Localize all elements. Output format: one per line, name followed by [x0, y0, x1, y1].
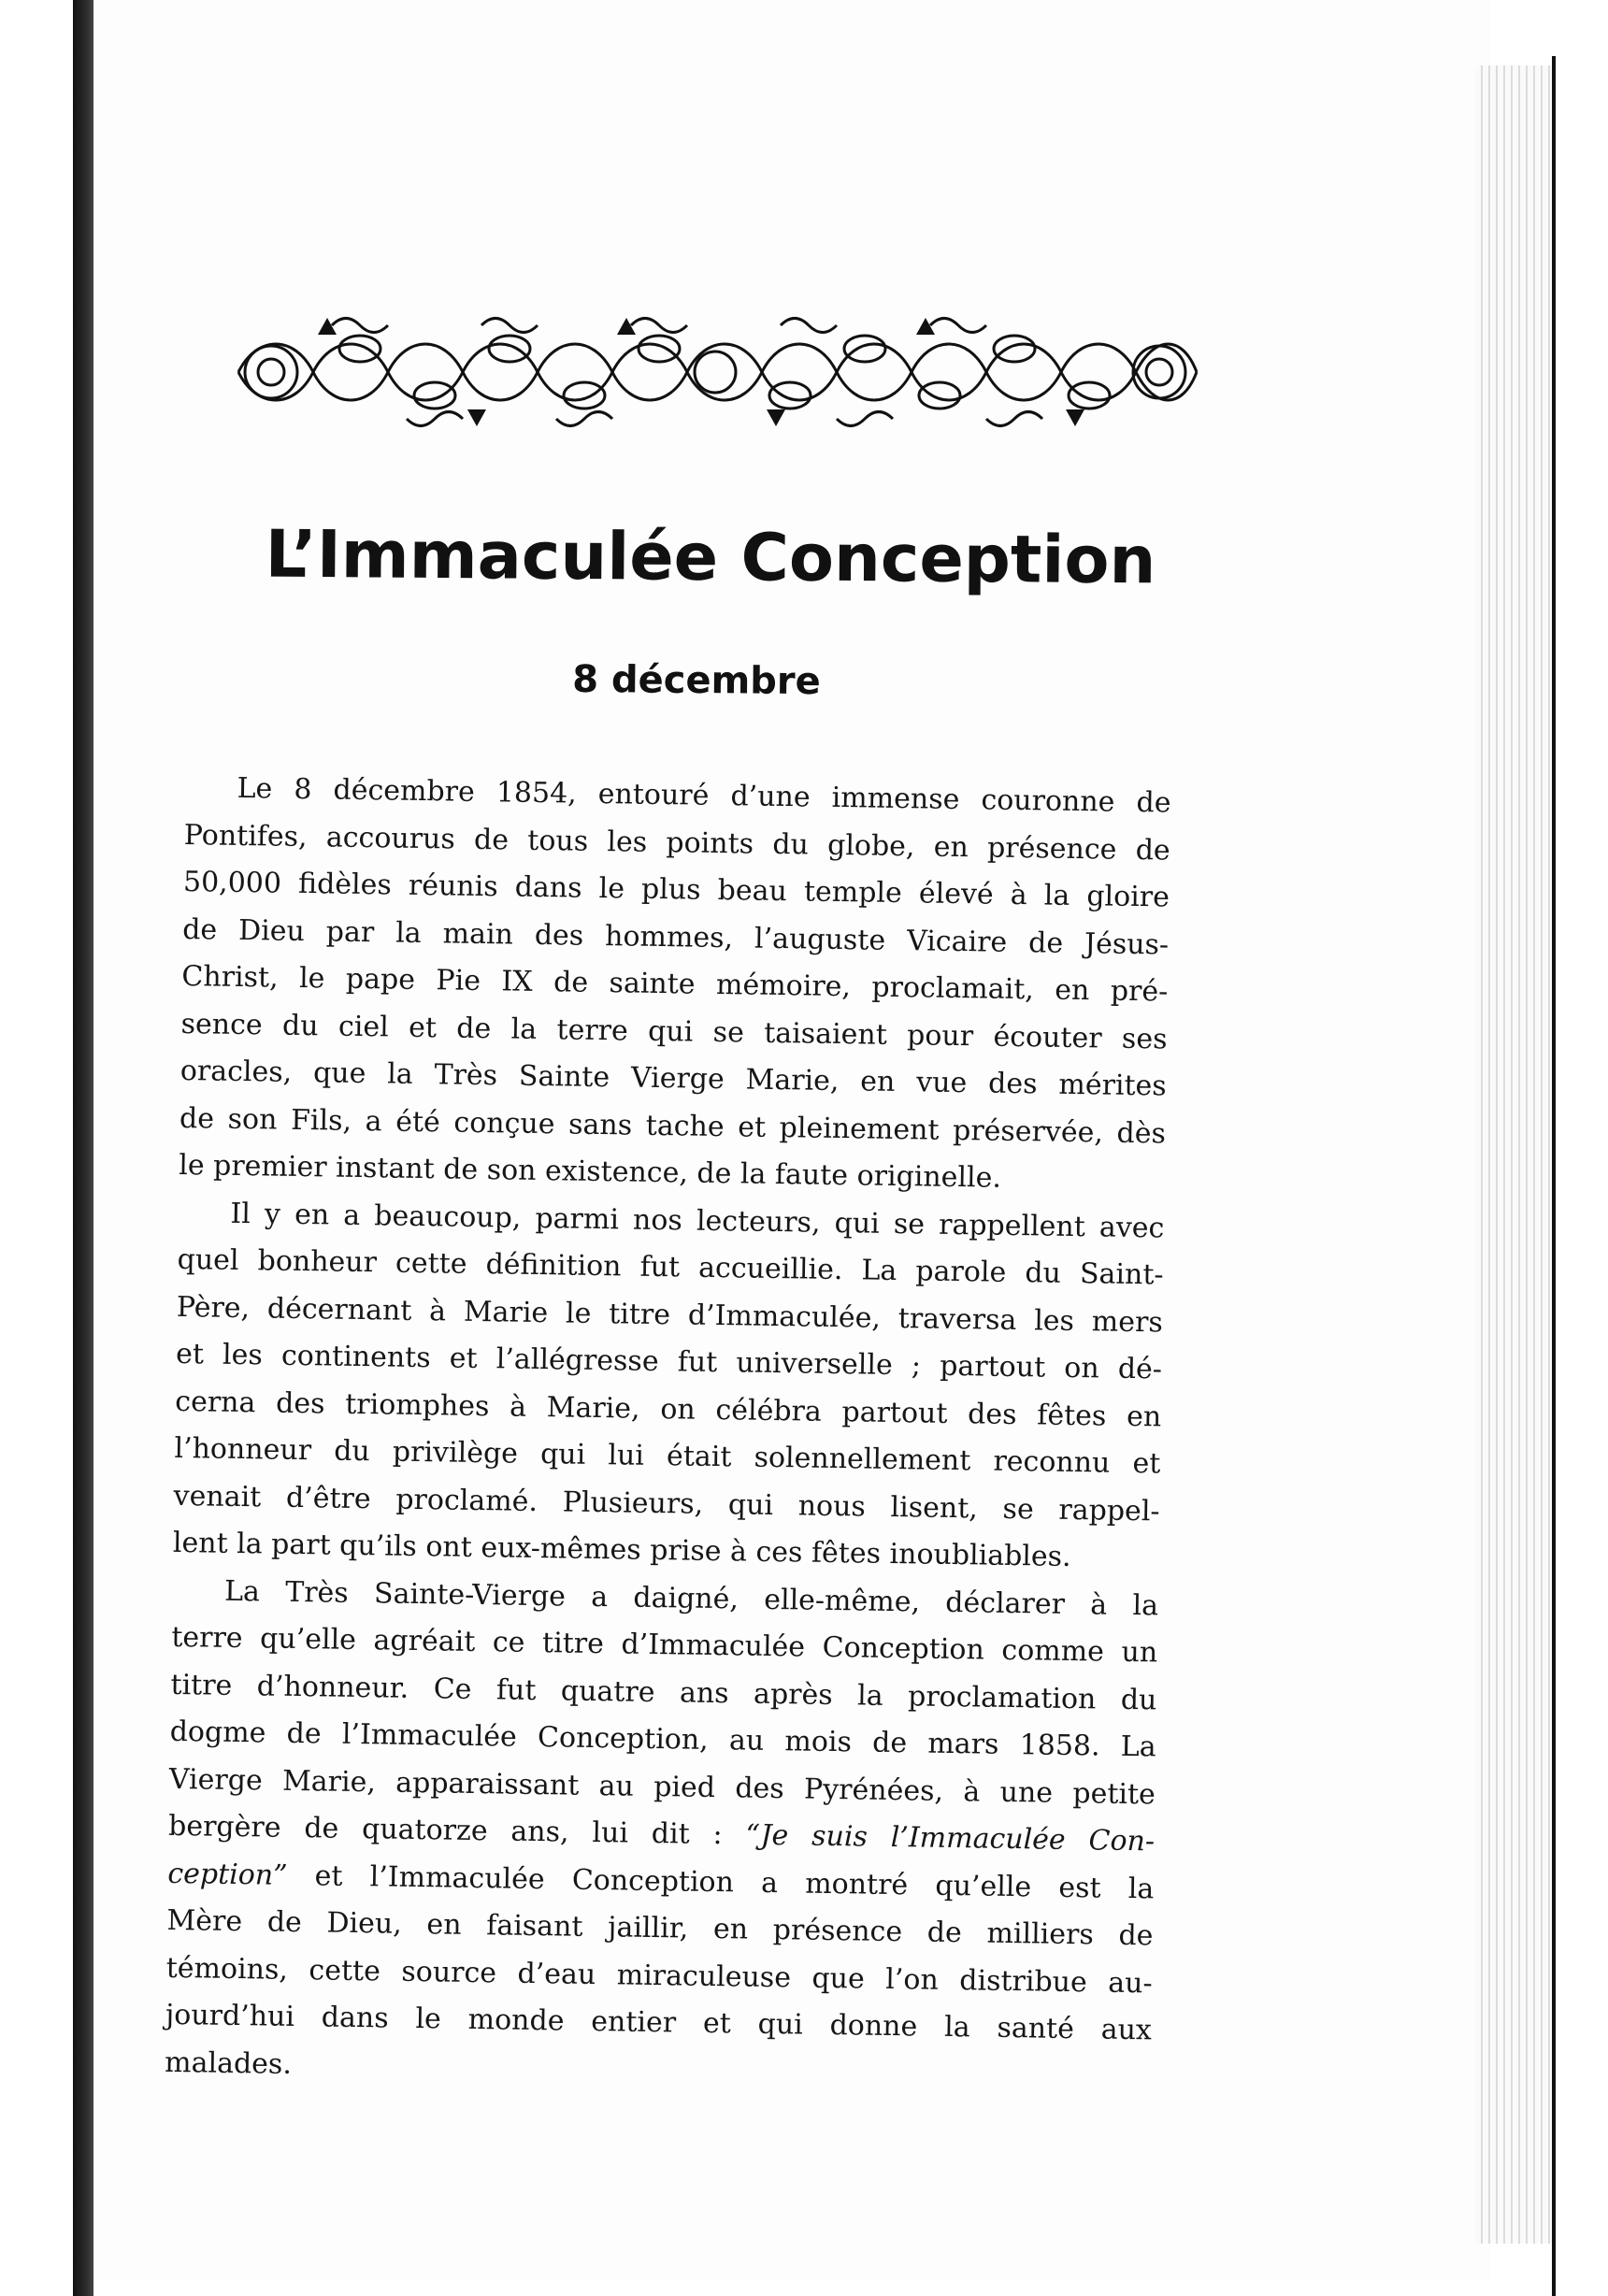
quote-start: “Je suis l’Immaculée Con-: [745, 1818, 1156, 1858]
body-text: [165, 765, 1171, 2102]
paragraph-3-line: Mère de Dieu, en faisant jaillir, en présence de milliers de: [166, 1903, 1154, 1953]
paragraph-2-line: Il y en a beaucoup, parmi nos lecteurs, qui se rappellent avec: [230, 1197, 1165, 1245]
page-title: L’Immaculée Conception: [265, 515, 1156, 599]
paragraph-3-line: dogme de l’Immaculée Conception, au mois de mars 1858. La: [169, 1715, 1156, 1764]
quote-lead-in: bergère de quatorze ans, lui dit :: [167, 1809, 723, 1852]
paragraph-2-line: cerna des triomphes à Marie, on célébra partout des fêtes en: [175, 1385, 1162, 1433]
page-stack-edge: [1475, 65, 1555, 2244]
paragraph-1-line: le premier instant de son existence, de la faute originelle.: [178, 1148, 1002, 1195]
quote-end: ception”: [167, 1857, 288, 1892]
paragraph-3-line: La Très Sainte-Vierge a daigné, elle-même, déclarer à la: [223, 1574, 1159, 1622]
paragraph-1-line: de Dieu par la main des hommes, l’auguste Vicaire de Jésus-: [181, 912, 1170, 962]
paragraph-2-line: quel bonheur cette définition fut accueillie. La parole du Saint-: [177, 1242, 1164, 1292]
paragraph-1-line: 50,000 fidèles réunis dans le plus beau temple élevé à la gloire: [182, 865, 1170, 914]
paragraph-1-line: sence du ciel et de la terre qui se taisaient pour écouter ses: [180, 1007, 1168, 1056]
paragraph-1-line: Le 8 décembre 1854, entouré d’une immense couronne de: [237, 771, 1171, 820]
paragraph-1-line: Christ, le pape Pie IX de sainte mémoire, proclamait, en pré-: [181, 959, 1169, 1009]
facing-page-edge: [0, 0, 75, 2296]
paragraph-2-line: lent la part qu’ils ont eux-mêmes prise à ces fêtes inoubliables.: [172, 1526, 1071, 1573]
paragraph-3-line: témoins, cette source d’eau miraculeuse que l’on distribue au-: [165, 1951, 1153, 2000]
paragraph-2-line: venait d’être proclamé. Plusieurs, qui nous lisent, se rappel-: [173, 1479, 1160, 1528]
paragraph-2-line: Père, décernant à Marie le titre d’Immaculée, traversa les mers: [176, 1290, 1164, 1339]
paragraph-2-line: l’honneur du privilège qui lui était solennellement reconnu et: [174, 1431, 1161, 1481]
paragraph-3-line: Vierge Marie, apparaissant au pied des Pyrénées, à une petite: [168, 1762, 1156, 1811]
ornamental-header-band: [220, 297, 1211, 447]
paragraph-3-line: jourd’hui dans le monde entier et qui donne la santé aux: [165, 1998, 1153, 2047]
paragraph-2-line: et les continents et l’allégresse fut universelle ; partout on dé-: [175, 1337, 1163, 1386]
paragraph-1-line: de son Fils, a été conçue sans tache et pleinement préservée, dès: [179, 1101, 1167, 1151]
paragraph-3-line: malades.: [164, 2045, 293, 2081]
page-subtitle-date: 8 décembre: [572, 657, 821, 704]
book-spine-shadow: [73, 0, 93, 2296]
book-cover-edge: [1552, 56, 1608, 2296]
paragraph-3-line: titre d’honneur. Ce fut quatre ans après la proclamation du: [170, 1668, 1157, 1716]
paragraph-1-line: oracles, que la Très Sainte Vierge Marie, en vue des mérites: [179, 1054, 1168, 1103]
paragraph-1-line: Pontifes, accourus de tous les points du globe, en présence de: [183, 818, 1170, 868]
quote-continuation: et l’Immaculée Conception a montré qu’elle est la: [287, 1858, 1155, 1905]
paragraph-3-line: terre qu’elle agréait ce titre d’Immaculée Conception comme un: [171, 1620, 1158, 1670]
